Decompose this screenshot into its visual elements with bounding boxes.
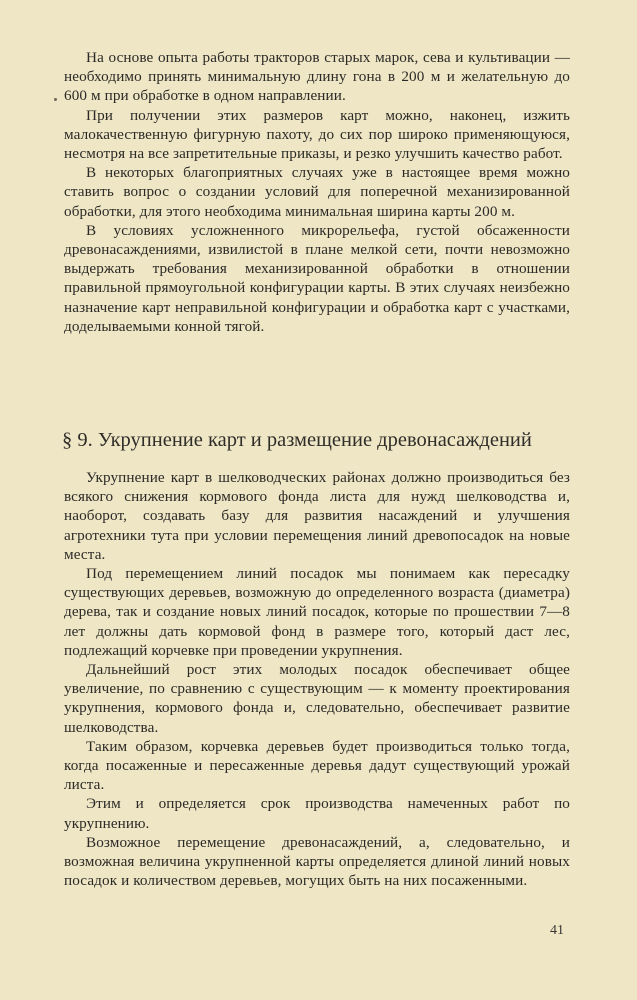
paragraph: Укрупнение карт в шелководческих районах должно производиться без всякого снижения кормового фонда листа для нужд шелководства и, наоборот, создавать базу для развития насаждений и улучшения агротехники тута при условии перемещения линий древопосадок на новые места. <box>64 469 570 563</box>
paragraph: Под перемещением линий посадок мы понимаем как пересадку существующих деревьев, возможную до определенного возраста (диаметра) дерева, так и создание новых линий посадок, которые по прошествии 7—8 лет должны дать кормовой фонд в размере того, который даст лес, подлежащий корчевке при проведении укрупнения. <box>64 565 570 659</box>
page-number: 41 <box>550 923 564 938</box>
paragraph: В условиях усложненного микрорельефа, густой обсаженности древонасаждениями, извилистой в плане мелкой сети, почти невозможно выдержать требования механизированной обработки в отношении правильной прямоугольной конфигурации карты. В этих случаях неизбежно назначение карт неправильной конфигурации и обработка карт с участками, доделываемыми конной тягой. <box>64 221 570 335</box>
paragraph: В некоторых благоприятных случаях уже в настоящее время можно ставить вопрос о создании условий для поперечной механизированной обработки, для этого необходима минимальная ширина карты 200 м. <box>64 164 570 220</box>
paragraph: Дальнейший рост этих молодых посадок обеспечивает общее увеличение, по сравнению с существующим — к моменту проектирования укрупнения, кормового фонда и, следовательно, обеспечивает развитие шелководства. <box>64 661 570 736</box>
paragraph: Возможное перемещение древонасаждений, а, следовательно, и возможная величина укрупненной карты определяется длиной линий новых посадок и количеством деревьев, могущих быть на них посаженными. <box>64 833 570 890</box>
paragraph: При получении этих размеров карт можно, наконец, изжить малокачественную фигурную пахоту, до сих пор широко применяющуюся, несмотря на все запретительные приказы, и резко улучшить качество работ. <box>64 106 570 163</box>
bottom-text-block <box>64 468 570 890</box>
paragraph: На основе опыта работы тракторов старых марок, сева и культивации — необходимо принять минимальную длину гона в 200 м и желательную до 600 м при обработке в одном направлении. <box>64 49 570 105</box>
paragraph: Этим и определяется срок производства намеченных работ по укрупнению. <box>64 795 570 832</box>
paragraph: Таким образом, корчевка деревьев будет производиться только тогда, когда посаженные и пересаженные деревья дадут существующий урожай листа. <box>64 737 570 794</box>
margin-mark <box>54 98 57 101</box>
top-text-block <box>64 48 570 336</box>
section-heading: § 9. Укрупнение карт и размещение древонасаждений <box>62 429 532 451</box>
